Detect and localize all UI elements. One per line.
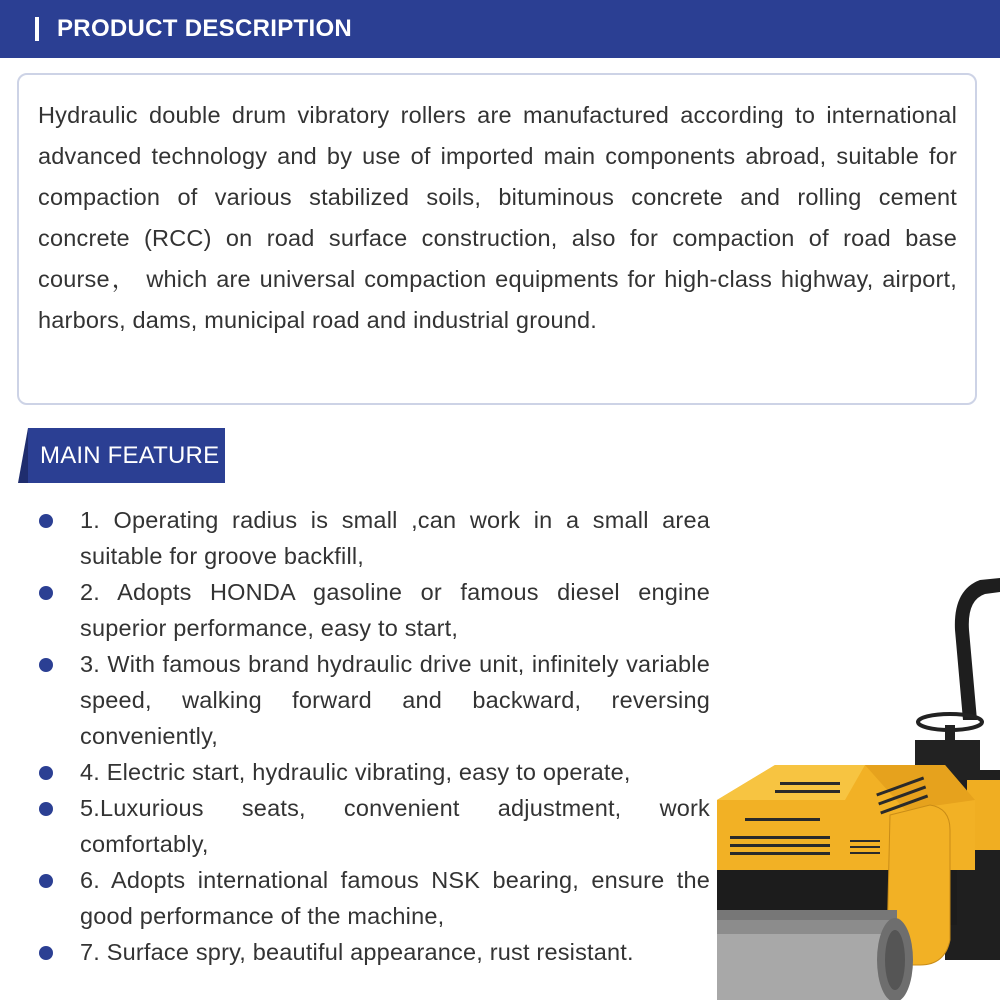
bullet-dot-icon <box>39 946 53 960</box>
feature-text: 7. Surface spry, beautiful appearance, rust resistant. <box>80 939 634 965</box>
feature-text: 2. Adopts HONDA gasoline or famous diesel engine superior performance, easy to start, <box>80 579 710 641</box>
feature-item-2 <box>0 574 710 646</box>
feature-item-6 <box>0 862 710 934</box>
description-box <box>17 73 977 405</box>
section-header-product-description <box>0 0 1000 58</box>
bullet-dot-icon <box>39 586 53 600</box>
header-accent-bar <box>35 17 39 41</box>
feature-item-5 <box>0 790 710 862</box>
feature-item-4 <box>0 754 710 790</box>
bullet-dot-icon <box>39 658 53 672</box>
main-feature-title: MAIN FEATURE <box>40 442 220 469</box>
road-roller-product-image <box>705 570 1000 1000</box>
feature-text: 6. Adopts international famous NSK bearing, ensure the good performance of the machine, <box>80 867 710 929</box>
feature-list <box>0 502 720 970</box>
main-feature-tag <box>18 428 225 483</box>
bullet-dot-icon <box>39 874 53 888</box>
feature-item-1 <box>0 502 710 574</box>
feature-text: 1. Operating radius is small ,can work in a small area suitable for groove backfill, <box>80 507 710 569</box>
feature-item-7 <box>0 934 710 970</box>
bullet-dot-icon <box>39 766 53 780</box>
feature-text: 4. Electric start, hydraulic vibrating, easy to operate, <box>80 759 631 785</box>
feature-item-3 <box>0 646 710 754</box>
product-description-text: Hydraulic double drum vibratory rollers are manufactured according to international advanced technology and by use of imported main components abroad, suitable for compaction of various stabilized soils, bituminous concrete and rolling cement concrete (RCC) on road surface construction, also for compaction of road base course， which are universal compaction equipments for high-class highway, airport, harbors, dams, municipal road and industrial ground. <box>38 102 957 333</box>
section-title: PRODUCT DESCRIPTION <box>57 15 353 42</box>
bullet-dot-icon <box>39 802 53 816</box>
bullet-dot-icon <box>39 514 53 528</box>
feature-text: 3. With famous brand hydraulic drive unit, infinitely variable speed, walking forward and backward, reversing conveniently, <box>80 651 710 749</box>
tag-slant-decoration <box>18 428 28 483</box>
feature-text: 5.Luxurious seats, convenient adjustment, work comfortably, <box>80 795 710 857</box>
